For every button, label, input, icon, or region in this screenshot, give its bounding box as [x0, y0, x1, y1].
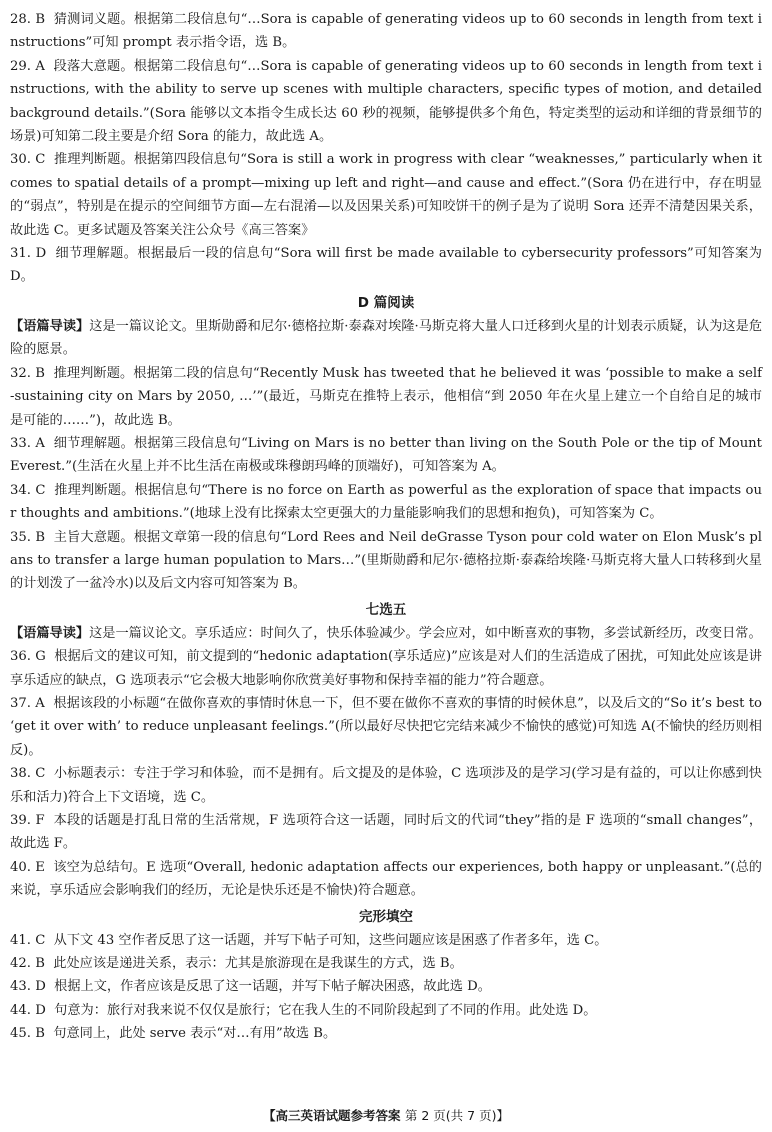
question-number: 38.: [10, 766, 31, 782]
explanation-text: 段落大意题。根据第二段信息句“…Sora is capable of generating videos up to 60 seconds in length from text instructions, with the ability to serve up scenes with multiple characters, specific types of motion, and detailed background details.”(Sora 能够以文本指令生成长达 60 秒的视频，能够提供多个角色，特定类型的运动和详细的背景细节的场景)可知第二段主要是介绍 Sora 的能力，故此选 A。: [10, 58, 762, 145]
answer-letter: A: [35, 58, 45, 74]
answer-letter: B: [35, 365, 45, 381]
explanation-text: 根据上文，作者应该是反思了这一话题，并写下帖子解决困惑，故此选 D。: [54, 979, 491, 995]
explanation-text: 主旨大意题。根据文章第一段的信息句“Lord Rees and Neil deGrasse Tyson pour cold water on Elon Musk’s plans to transfer a large human population to Mars…”(里斯勋爵和尼尔·德格拉斯·泰森给埃隆·马斯克将大量人口转移到火星的计划泼了一盆冷水)以及后文内容可知答案为 B。: [10, 529, 763, 592]
answer-letter: F: [35, 813, 45, 828]
answer-item: [10, 1022, 762, 1045]
question-number: 31.: [10, 246, 31, 262]
explanation-text: 本段的话题是打乱日常的生活常规，F 选项符合这一话题，同时后文的代词“they”指的是 F 选项的“small changes”，故此选 F。: [10, 813, 763, 852]
guide-text: 这是一篇议论文。享乐适应：时间久了，快乐体验减少。学会应对，如中断喜欢的事物，多尝试新经历，改变日常。: [89, 625, 762, 641]
section-7-title: 七选五: [365, 601, 407, 618]
question-number: 41.: [10, 932, 31, 948]
answer-letter: G: [35, 649, 46, 665]
answer-item: [10, 692, 762, 762]
explanation-text: 此处应该是递进关系，表示：尤其是旅游现在是我谋生的方式，选 B。: [53, 956, 463, 972]
answer-letter: D: [35, 1002, 46, 1018]
explanation-text: 细节理解题。根据最后一段的信息句“Sora will first be made available to cybersecurity professors”可知答案为 D。: [10, 246, 762, 285]
section-d-guide: [10, 315, 762, 362]
question-number: 45.: [10, 1026, 31, 1042]
answer-item: [10, 432, 762, 479]
question-number: 33.: [10, 435, 31, 451]
explanation-text: 根据后文的建议可知，前文提到的“hedonic adaptation(享乐适应)”应该是对人们的生活造成了困扰，可知此处应该是讲享乐适应的缺点，G 选项表示“它会极大地影响你欣赏美好事物和保持幸福的能力”符合题意。: [10, 649, 762, 688]
explanation-text: 推理判断题。根据第二段的信息句“Recently Musk has tweeted that he believed it was ‘possible to make a self-sustaining city on Mars by 2050, …’”(最近，马斯克在推特上表示，他相信“到 2050 年在火星上建立一个自给自足的城市是可能的……”)，故此选 B。: [10, 365, 762, 428]
explanation-text: 根据该段的小标题“在做你喜欢的事情时休息一下，但不要在做你不喜欢的事情的时候休息”，以及后文的“So it’s best to ‘get it over with’ to reduce unpleasant feelings.”(所以最好尽快把它完结来减少不愉快的感觉)可知选 A(不愉快的经历则相反)。: [10, 695, 762, 758]
section-7-guide: [10, 622, 762, 645]
guide-label: 【语篇导读】: [10, 318, 90, 334]
reading-d-answers: [10, 362, 762, 596]
answer-item: [10, 856, 762, 903]
answer-item: [10, 952, 762, 975]
answer-letter: C: [35, 152, 46, 168]
page-footer: [0, 1106, 772, 1126]
answer-letter: A: [35, 435, 45, 451]
guide-text: 这是一篇议论文。里斯勋爵和尼尔·德格拉斯·泰森对埃隆·马斯克将大量人口迁移到火星的计划表示质疑，认为这是危险的愿景。: [10, 318, 763, 358]
answer-item: [10, 526, 762, 596]
question-number: 32.: [10, 365, 31, 381]
footer-page-number: 第 2 页(共 7 页)】: [404, 1108, 509, 1123]
question-number: 36.: [10, 649, 31, 665]
question-number: 35.: [10, 529, 31, 545]
explanation-text: 小标题表示：专注于学习和体验，而不是拥有。后文提及的是体验，C 选项涉及的是学习(学习是有益的，可以让你感到快乐和活力)符合上下文语境，选 C。: [10, 766, 762, 805]
question-number: 42.: [10, 956, 31, 972]
cloze-answers: [10, 929, 762, 1046]
reading-c-answers: [10, 8, 762, 289]
seven-choose-five-answers: [10, 645, 762, 902]
explanation-text: 推理判断题。根据信息句“There is no force on Earth as powerful as the exploration of space that impacts our thoughts and ambitions.”(地球上没有比探索太空更强大的力量能影响我们的思想和抱负)，可知答案为 C。: [10, 482, 762, 522]
answer-item: [10, 999, 762, 1022]
question-number: 40.: [10, 859, 31, 875]
answer-item: [10, 148, 762, 242]
question-number: 30.: [10, 152, 31, 168]
answer-item: [10, 362, 762, 432]
explanation-text: 从下文 43 空作者反思了这一话题，并写下帖子可知，这些问题应该是困惑了作者多年，选 C。: [53, 932, 608, 948]
answer-item: [10, 809, 762, 856]
question-number: 29.: [10, 58, 31, 74]
question-number: 43.: [10, 979, 31, 995]
explanation-text: 句意为：旅行对我来说不仅仅是旅行；它在我人生的不同阶段起到了不同的作用。此处选 D。: [54, 1002, 597, 1018]
answer-letter: C: [35, 482, 46, 498]
answer-item: [10, 8, 762, 55]
explanation-text: 句意同上，此处 serve 表示“对…有用”故选 B。: [53, 1026, 337, 1042]
section-d-title: D 篇阅读: [357, 294, 415, 311]
answer-letter: C: [35, 766, 46, 782]
answer-item: [10, 762, 762, 809]
answer-letter: C: [35, 932, 46, 948]
explanation-text: 推理判断题。根据第四段信息句“Sora is still a work in progress with clear “weaknesses,” particularly when it comes to spatial details of a prompt—mixing up left and right—and cause and effect.”(Sora 仍在进行中，存在明显的“弱点”，特别是在提示的空间细节方面—左右混淆—以及因果关系)可知咬饼干的例子是为了说明 Sora 还弄不清楚因果关系，故此选 C。更多试题及答案关注公众号《高三答案》: [10, 152, 762, 238]
section-cloze-title: 完形填空: [359, 908, 413, 925]
answer-item: [10, 929, 762, 952]
question-number: 37.: [10, 695, 31, 711]
explanation-text: 该空为总结句。E 选项“Overall, hedonic adaptation affects our experiences, both happy or unpleasant.”(总的来说，享乐适应会影响我们的经历，无论是快乐还是不愉快)符合题意。: [10, 859, 762, 899]
question-number: 34.: [10, 482, 31, 498]
guide-label: 【语篇导读】: [10, 625, 90, 641]
answer-item: [10, 55, 762, 149]
answer-letter: B: [35, 1026, 45, 1042]
answer-letter: B: [35, 12, 46, 27]
question-number: 28.: [10, 12, 31, 27]
explanation-text: 猜测词义题。根据第二段信息句“…Sora is capable of generating videos up to 60 seconds in length from text instructions”可知 prompt 表示指令语，选 B。: [10, 12, 762, 51]
explanation-text: 细节理解题。根据第三段信息句“Living on Mars is no better than living on the South Pole or the tip of Mount Everest.”(生活在火星上并不比生活在南极或珠穆朗玛峰的顶端好)，可知答案为 A。: [10, 435, 762, 475]
answer-item: [10, 242, 762, 289]
answer-letter: D: [35, 246, 47, 262]
answer-letter: B: [35, 956, 45, 972]
answer-letter: B: [35, 529, 46, 545]
answer-letter: E: [35, 859, 45, 875]
answer-letter: D: [35, 979, 46, 995]
question-number: 39.: [10, 813, 31, 828]
answer-item: [10, 975, 762, 998]
question-number: 44.: [10, 1002, 31, 1018]
answer-item: [10, 479, 762, 526]
answer-letter: A: [35, 695, 45, 711]
answer-item: [10, 645, 762, 692]
footer-title: 【高三英语试题参考答案: [263, 1108, 401, 1123]
